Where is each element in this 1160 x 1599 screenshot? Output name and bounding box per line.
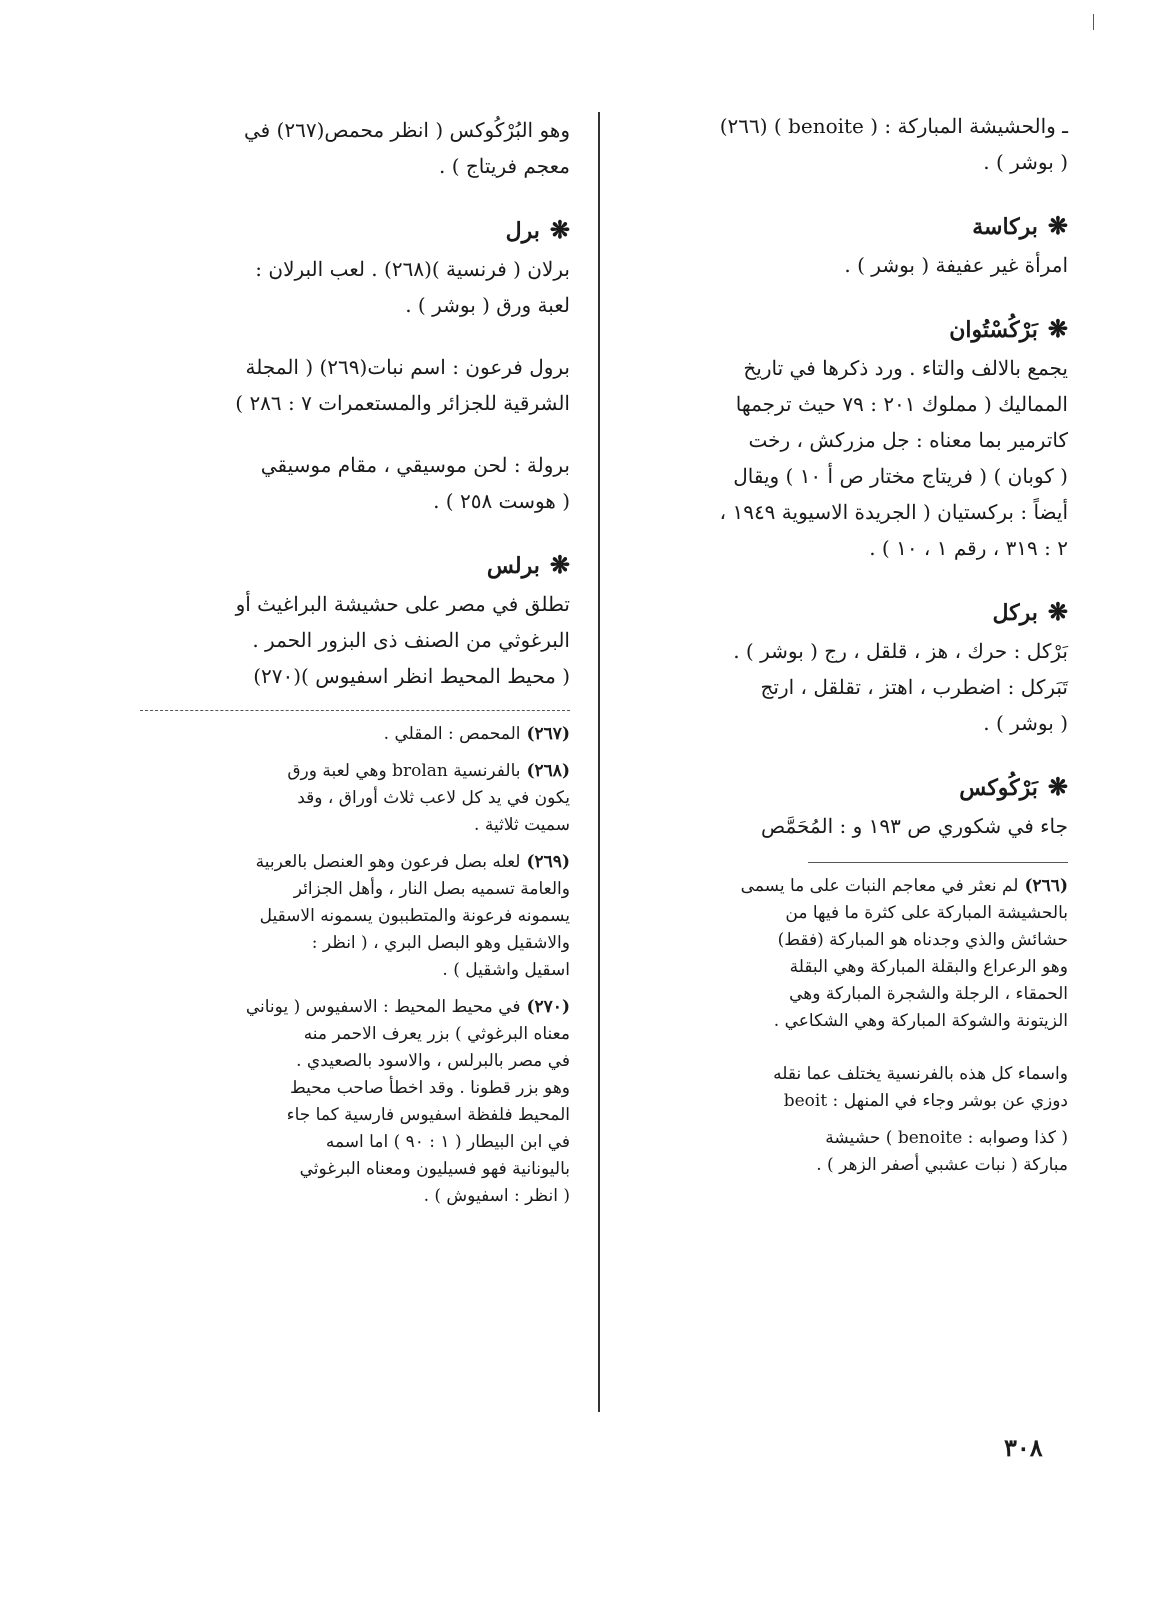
- entry-line: ( بوشر ) .: [983, 711, 1068, 735]
- footnote-number: (٢٧٠): [526, 997, 570, 1017]
- entry-line: ( كوبان ) ( فريتاج مختار ص أ ١٠ ) ويقال: [733, 464, 1068, 488]
- footnote-number: (٢٦٩): [526, 852, 570, 872]
- entry-burula: [130, 447, 570, 519]
- left-footnotes: [130, 721, 570, 1210]
- headword: برل: [505, 218, 540, 244]
- entry-line: البرغوثي من الصنف ذى البزور الحمر .: [252, 628, 570, 652]
- left-intro-line-2: معجم فريتاج ) .: [438, 154, 570, 178]
- right-intro-line-2: ( بوشر ) .: [983, 150, 1068, 174]
- entry-line: جاء في شكوري ص ١٩٣ و : المُحَمَّص: [760, 814, 1068, 838]
- entry-line: ( هوست ٢٥٨ ) .: [433, 489, 570, 513]
- entry-line: يجمع بالالف والتاء . ورد ذكرها في تاريخ: [743, 356, 1068, 380]
- entry-line: برولة : لحن موسيقي ، مقام موسيقي: [260, 453, 570, 477]
- entry-line: أيضاً : بركستيان ( الجريدة الاسيوية ١٩٤٩ ،: [719, 500, 1068, 524]
- entry-line: تطلق في مصر على حشيشة البراغيث أو: [235, 592, 570, 616]
- entry-barkastuwan: [628, 309, 1068, 566]
- entry-line: المماليك ( مملوك ٢٠١ : ٧٩ حيث ترجمها: [735, 392, 1068, 416]
- entry-line: ( محيط المحيط انظر اسفيوس )(٢٧٠): [253, 664, 570, 688]
- star-icon: ❋: [1047, 772, 1068, 801]
- entry-line: لعبة ورق ( بوشر ) .: [405, 293, 570, 317]
- footnote-270: (٢٧٠)في محيط المحيط : الاسفيوس ( يوناني معناه البرغوثي ) بزر يعرف الاحمر منه في مصر بالبرلس ، والاسود بالصعيدي . وهو بزر قطونا . وقد اخطأ صاحب محيط المحيط فلفظة اسفيوس فارسية كما جاء في ابن البيطار ( ١ : ٩٠ ) اما اسمه باليونانية فهو فسيليون ومعناه البرغوثي ( انظر : اسفيوش ) .: [245, 997, 570, 1206]
- entry-line: برول فرعون : اسم نبات(٢٦٩) ( المجلة: [245, 355, 570, 379]
- footnote-divider: [808, 862, 1068, 863]
- footnote-divider: [140, 710, 570, 711]
- star-icon: ❋: [1047, 211, 1068, 240]
- page-number: ٣٠٨: [1004, 1433, 1043, 1462]
- footnote-268: (٢٦٨)بالفرنسية brolan وهي لعبة ورق يكون في يد كل لاعب ثلاث أوراق ، وقد سميت ثلاثية .: [287, 761, 570, 835]
- headword: بَرْكُوكس: [959, 775, 1038, 801]
- margin-mark: [1093, 14, 1094, 30]
- entry-barkasa: [628, 206, 1068, 283]
- entry-line: بَرْكل : حرك ، هز ، قلقل ، رج ( بوشر ) .: [733, 639, 1068, 663]
- right-column: [628, 108, 1068, 1189]
- entry-line: ٢ : ٣١٩ ، رقم ١ ، ١٠ ) .: [869, 536, 1068, 560]
- footnote-266-continued: ( كذا وصوابه : benoite ) حشيشة مباركة ( نبات عشبي أصفر الزهر ) .: [816, 1128, 1068, 1175]
- left-intro-line-1: وهو البُرْكُوكس ( انظر محمص(٢٦٧) في: [243, 118, 570, 142]
- entry-barkal: [628, 592, 1068, 741]
- footnote-267: (٢٦٧)المحمص : المقلي .: [383, 724, 570, 744]
- entry-barl: [130, 210, 570, 323]
- star-icon: ❋: [1047, 314, 1068, 343]
- footnote-269: (٢٦٩)لعله بصل فرعون وهو العنصل بالعربية والعامة تسميه بصل النار ، وأهل الجزائر يسمونه فرعونة والمتطببون يسمونه الاسقيل والاشقيل وهو البصل البري ، ( انظر : اسقيل واشقيل ) .: [255, 852, 570, 980]
- footnote-number: (٢٦٧): [526, 724, 570, 744]
- entry-line: الشرقية للجزائر والمستعمرات ٧ : ٢٨٦ ): [235, 391, 570, 415]
- left-column: [130, 112, 570, 1220]
- star-icon: ❋: [549, 215, 570, 244]
- entry-line: برلان ( فرنسية )(٢٦٨) . لعب البرلان :: [255, 257, 570, 281]
- entry-burullus: [130, 545, 570, 694]
- entry-line: امرأة غير عفيفة ( بوشر ) .: [844, 253, 1068, 277]
- entry-burul-firawn: [130, 349, 570, 421]
- footnote-266: (٢٦٦)لم نعثر في معاجم النبات على ما يسمى بالحشيشة المباركة على كثرة ما فيها من حشائش والذي وجدناه هو المباركة (فقط) وهو الرعراع والبقلة المباركة وهي البقلة الحمقاء ، الرجلة والشجرة المباركة وهي الزيتونة والشوكة المباركة وهي الشكاعي .: [740, 876, 1068, 1031]
- entry-line: كاترمير بما معناه : جل مزركش ، رخت: [748, 428, 1068, 452]
- footnote-266-continued: واسماء كل هذه بالفرنسية يختلف عما نقله دوزي عن بوشر وجاء في المنهل : beoit: [773, 1064, 1068, 1111]
- headword: بركاسة: [972, 214, 1038, 240]
- footnote-number: (٢٦٨): [526, 761, 570, 781]
- right-intro-line-1: ـ والحشيشة المباركة : ( benoite ) (٢٦٦): [719, 114, 1068, 138]
- entry-line: تَبَركل : اضطرب ، اهتز ، تقلقل ، ارتج: [760, 675, 1068, 699]
- column-divider: [598, 112, 600, 1412]
- star-icon: ❋: [549, 550, 570, 579]
- headword: برلس: [486, 553, 540, 579]
- star-icon: ❋: [1047, 597, 1068, 626]
- headword: بَرْكُسْتُوان: [949, 317, 1038, 343]
- footnote-number: (٢٦٦): [1024, 876, 1068, 896]
- headword: بركل: [992, 600, 1038, 626]
- right-footnotes: [628, 873, 1068, 1179]
- entry-barkukus: [628, 767, 1068, 844]
